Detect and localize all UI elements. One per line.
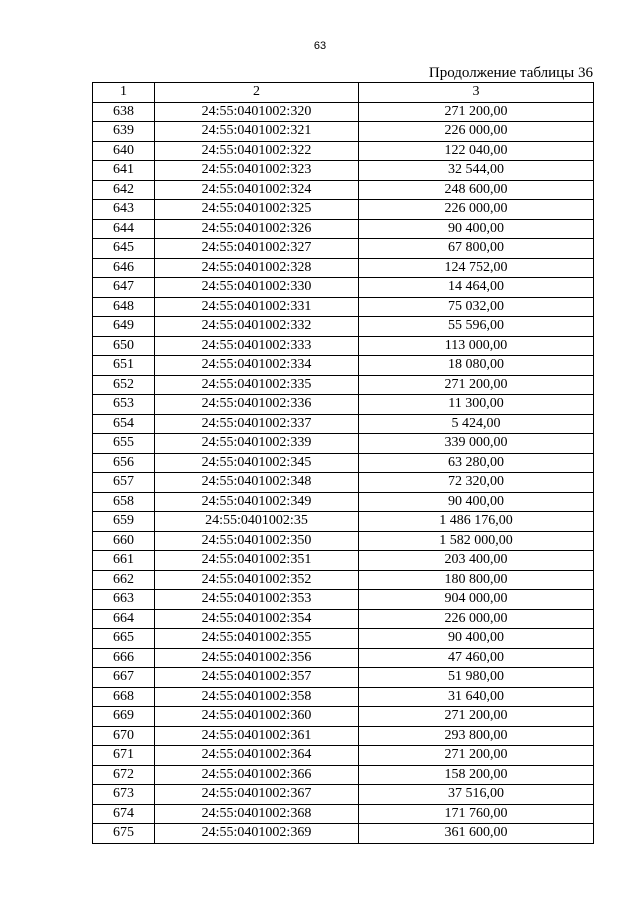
- table-row: [93, 141, 594, 161]
- page-number: 63: [313, 40, 327, 52]
- table-row: [93, 453, 594, 473]
- row-number-cell: 657: [93, 473, 155, 493]
- value-cell: 361 600,00: [359, 824, 594, 844]
- table-row: [93, 161, 594, 181]
- cadastral-number-cell: 24:55:0401002:353: [155, 590, 359, 610]
- table-row: [93, 239, 594, 259]
- table-row: [93, 668, 594, 688]
- value-cell: 113 000,00: [359, 336, 594, 356]
- table-row: [93, 531, 594, 551]
- table-row: [93, 512, 594, 532]
- header-col-3: 3: [359, 83, 594, 103]
- value-cell: 72 320,00: [359, 473, 594, 493]
- cadastral-number-cell: 24:55:0401002:323: [155, 161, 359, 181]
- value-cell: 271 200,00: [359, 375, 594, 395]
- cadastral-number-cell: 24:55:0401002:333: [155, 336, 359, 356]
- table-row: [93, 551, 594, 571]
- table-row: [93, 648, 594, 668]
- value-cell: 31 640,00: [359, 687, 594, 707]
- table-row: [93, 414, 594, 434]
- cadastral-number-cell: 24:55:0401002:327: [155, 239, 359, 259]
- value-cell: 51 980,00: [359, 668, 594, 688]
- cadastral-number-cell: 24:55:0401002:354: [155, 609, 359, 629]
- row-number-cell: 668: [93, 687, 155, 707]
- row-number-cell: 669: [93, 707, 155, 727]
- value-cell: 47 460,00: [359, 648, 594, 668]
- row-number-cell: 662: [93, 570, 155, 590]
- row-number-cell: 644: [93, 219, 155, 239]
- cadastral-number-cell: 24:55:0401002:351: [155, 551, 359, 571]
- value-cell: 226 000,00: [359, 122, 594, 142]
- row-number-cell: 670: [93, 726, 155, 746]
- cadastral-number-cell: 24:55:0401002:334: [155, 356, 359, 376]
- row-number-cell: 648: [93, 297, 155, 317]
- cadastral-number-cell: 24:55:0401002:360: [155, 707, 359, 727]
- cadastral-number-cell: 24:55:0401002:320: [155, 102, 359, 122]
- value-cell: 271 200,00: [359, 707, 594, 727]
- table-row: [93, 219, 594, 239]
- cadastral-number-cell: 24:55:0401002:328: [155, 258, 359, 278]
- value-cell: 67 800,00: [359, 239, 594, 259]
- table-row: [93, 492, 594, 512]
- row-number-cell: 653: [93, 395, 155, 415]
- cadastral-number-cell: 24:55:0401002:349: [155, 492, 359, 512]
- cadastral-number-cell: 24:55:0401002:357: [155, 668, 359, 688]
- row-number-cell: 649: [93, 317, 155, 337]
- cadastral-number-cell: 24:55:0401002:332: [155, 317, 359, 337]
- table-row: [93, 726, 594, 746]
- cadastral-number-cell: 24:55:0401002:326: [155, 219, 359, 239]
- row-number-cell: 658: [93, 492, 155, 512]
- value-cell: 271 200,00: [359, 102, 594, 122]
- row-number-cell: 646: [93, 258, 155, 278]
- cadastral-number-cell: 24:55:0401002:358: [155, 687, 359, 707]
- table-row: [93, 122, 594, 142]
- row-number-cell: 654: [93, 414, 155, 434]
- table-row: [93, 180, 594, 200]
- cadastral-number-cell: 24:55:0401002:345: [155, 453, 359, 473]
- header-row: [93, 83, 594, 103]
- table-row: [93, 473, 594, 493]
- row-number-cell: 639: [93, 122, 155, 142]
- row-number-cell: 641: [93, 161, 155, 181]
- cadastral-number-cell: 24:55:0401002:325: [155, 200, 359, 220]
- table-row: [93, 200, 594, 220]
- row-number-cell: 666: [93, 648, 155, 668]
- row-number-cell: 665: [93, 629, 155, 649]
- cadastral-number-cell: 24:55:0401002:348: [155, 473, 359, 493]
- table-header: [93, 83, 594, 103]
- value-cell: 158 200,00: [359, 765, 594, 785]
- table-row: [93, 629, 594, 649]
- cadastral-number-cell: 24:55:0401002:336: [155, 395, 359, 415]
- table-row: [93, 785, 594, 805]
- table-row: [93, 336, 594, 356]
- row-number-cell: 659: [93, 512, 155, 532]
- cadastral-number-cell: 24:55:0401002:321: [155, 122, 359, 142]
- row-number-cell: 671: [93, 746, 155, 766]
- value-cell: 90 400,00: [359, 629, 594, 649]
- row-number-cell: 650: [93, 336, 155, 356]
- table-row: [93, 297, 594, 317]
- table-row: [93, 765, 594, 785]
- header-col-2: 2: [155, 83, 359, 103]
- value-cell: 122 040,00: [359, 141, 594, 161]
- header-col-1: 1: [93, 83, 155, 103]
- cadastral-number-cell: 24:55:0401002:361: [155, 726, 359, 746]
- value-cell: 5 424,00: [359, 414, 594, 434]
- value-cell: 90 400,00: [359, 492, 594, 512]
- cadastral-number-cell: 24:55:0401002:356: [155, 648, 359, 668]
- cadastral-number-cell: 24:55:0401002:352: [155, 570, 359, 590]
- cadastral-number-cell: 24:55:0401002:364: [155, 746, 359, 766]
- row-number-cell: 660: [93, 531, 155, 551]
- table-row: [93, 570, 594, 590]
- value-cell: 37 516,00: [359, 785, 594, 805]
- value-cell: 180 800,00: [359, 570, 594, 590]
- row-number-cell: 673: [93, 785, 155, 805]
- cadastral-number-cell: 24:55:0401002:355: [155, 629, 359, 649]
- row-number-cell: 638: [93, 102, 155, 122]
- row-number-cell: 675: [93, 824, 155, 844]
- value-cell: 226 000,00: [359, 609, 594, 629]
- table-row: [93, 590, 594, 610]
- value-cell: 11 300,00: [359, 395, 594, 415]
- table-row: [93, 395, 594, 415]
- row-number-cell: 664: [93, 609, 155, 629]
- value-cell: 248 600,00: [359, 180, 594, 200]
- row-number-cell: 640: [93, 141, 155, 161]
- value-cell: 14 464,00: [359, 278, 594, 298]
- row-number-cell: 672: [93, 765, 155, 785]
- value-cell: 171 760,00: [359, 804, 594, 824]
- table-row: [93, 804, 594, 824]
- value-cell: 203 400,00: [359, 551, 594, 571]
- table-row: [93, 707, 594, 727]
- row-number-cell: 647: [93, 278, 155, 298]
- data-table: [92, 82, 594, 844]
- row-number-cell: 661: [93, 551, 155, 571]
- cadastral-number-cell: 24:55:0401002:366: [155, 765, 359, 785]
- row-number-cell: 643: [93, 200, 155, 220]
- table-row: [93, 746, 594, 766]
- table-row: [93, 824, 594, 844]
- cadastral-number-cell: 24:55:0401002:324: [155, 180, 359, 200]
- row-number-cell: 674: [93, 804, 155, 824]
- table-row: [93, 687, 594, 707]
- value-cell: 904 000,00: [359, 590, 594, 610]
- row-number-cell: 667: [93, 668, 155, 688]
- value-cell: 226 000,00: [359, 200, 594, 220]
- cadastral-number-cell: 24:55:0401002:330: [155, 278, 359, 298]
- row-number-cell: 656: [93, 453, 155, 473]
- table-row: [93, 356, 594, 376]
- cadastral-number-cell: 24:55:0401002:369: [155, 824, 359, 844]
- table-row: [93, 609, 594, 629]
- cadastral-number-cell: 24:55:0401002:335: [155, 375, 359, 395]
- value-cell: 1 486 176,00: [359, 512, 594, 532]
- value-cell: 293 800,00: [359, 726, 594, 746]
- value-cell: 124 752,00: [359, 258, 594, 278]
- row-number-cell: 663: [93, 590, 155, 610]
- value-cell: 32 544,00: [359, 161, 594, 181]
- row-number-cell: 642: [93, 180, 155, 200]
- table-caption: Продолжение таблицы 36: [428, 65, 593, 81]
- value-cell: 271 200,00: [359, 746, 594, 766]
- value-cell: 75 032,00: [359, 297, 594, 317]
- cadastral-number-cell: 24:55:0401002:331: [155, 297, 359, 317]
- cadastral-number-cell: 24:55:0401002:339: [155, 434, 359, 454]
- table-row: [93, 278, 594, 298]
- value-cell: 55 596,00: [359, 317, 594, 337]
- cadastral-number-cell: 24:55:0401002:350: [155, 531, 359, 551]
- value-cell: 63 280,00: [359, 453, 594, 473]
- row-number-cell: 655: [93, 434, 155, 454]
- table-row: [93, 317, 594, 337]
- value-cell: 90 400,00: [359, 219, 594, 239]
- row-number-cell: 652: [93, 375, 155, 395]
- table-row: [93, 375, 594, 395]
- value-cell: 18 080,00: [359, 356, 594, 376]
- value-cell: 339 000,00: [359, 434, 594, 454]
- value-cell: 1 582 000,00: [359, 531, 594, 551]
- cadastral-number-cell: 24:55:0401002:367: [155, 785, 359, 805]
- cadastral-number-cell: 24:55:0401002:322: [155, 141, 359, 161]
- cadastral-number-cell: 24:55:0401002:35: [155, 512, 359, 532]
- cadastral-number-cell: 24:55:0401002:337: [155, 414, 359, 434]
- row-number-cell: 651: [93, 356, 155, 376]
- table-body: [93, 102, 594, 843]
- table-row: [93, 434, 594, 454]
- cadastral-number-cell: 24:55:0401002:368: [155, 804, 359, 824]
- table-row: [93, 102, 594, 122]
- table-row: [93, 258, 594, 278]
- row-number-cell: 645: [93, 239, 155, 259]
